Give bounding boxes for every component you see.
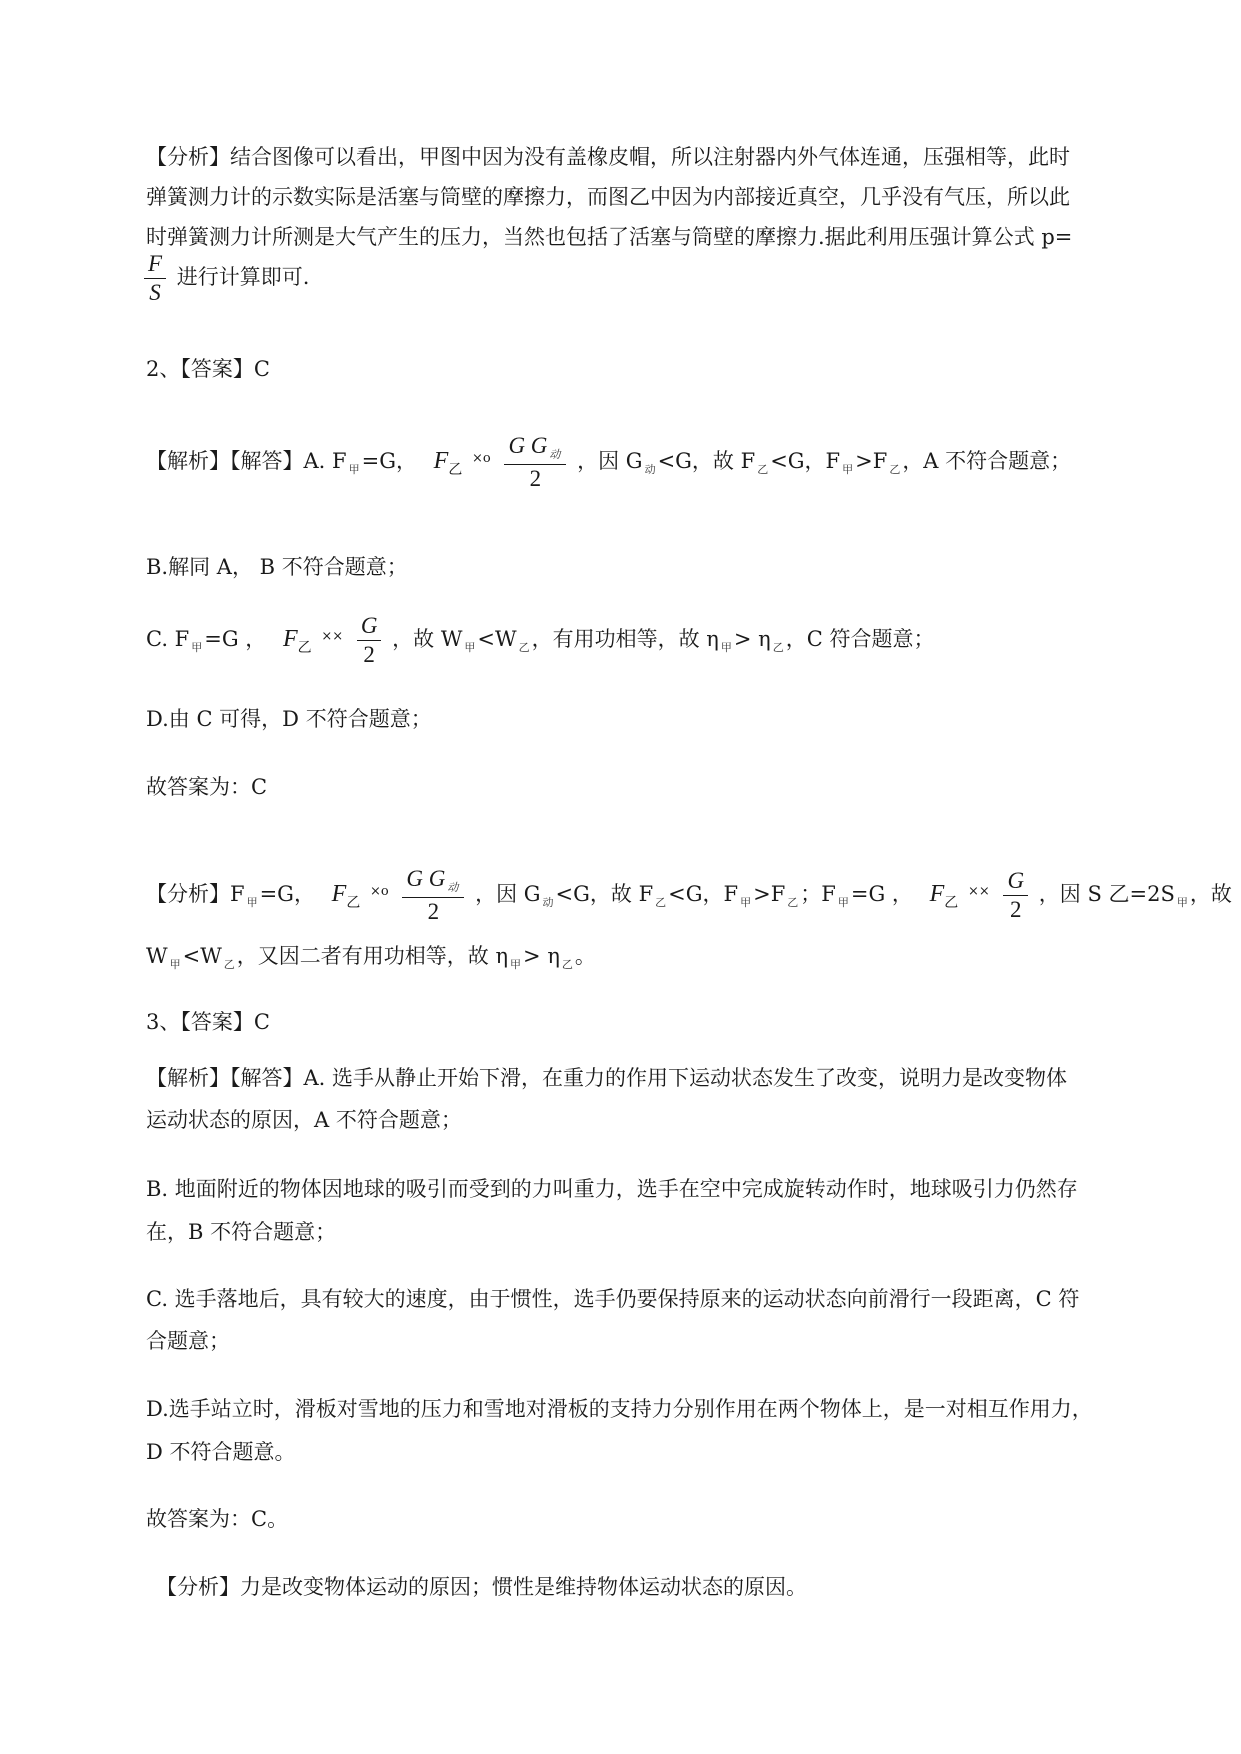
q3-solution-a-line-2: 运动状态的原因，A 不符合题意； [146, 1108, 462, 1132]
text: <W [182, 944, 222, 968]
text: ，因 S 乙=2S [1038, 882, 1175, 906]
q2-solution-d: D.由 C 可得，D 不符合题意； [146, 707, 432, 731]
text: ，因 G [577, 449, 643, 473]
force-symbol: $F_乙$ [929, 881, 959, 911]
text: 。 [574, 944, 596, 968]
fraction [1003, 867, 1028, 924]
q2-analysis-line-2 [146, 942, 596, 974]
force-symbol: $F_乙$ [331, 881, 361, 911]
q3-solution-d-line-2: D 不符合题意。 [146, 1440, 296, 1464]
subscript: 甲 [464, 641, 476, 654]
subscript: 乙 [223, 958, 235, 971]
text: <G，F [770, 449, 841, 473]
pressure-formula-fraction [144, 250, 166, 307]
q3-solution-d-line-1: D.选手站立时，滑板对雪地的压力和雪地对滑板的支持力分别作用在两个物体上，是一对相互作用力， [146, 1397, 1093, 1421]
fraction-denominator: 2 [363, 642, 375, 667]
text: =G， [259, 882, 315, 906]
force-symbol: $F_乙$ [282, 626, 312, 656]
text: > η [733, 627, 771, 651]
subscript: 乙 [787, 896, 799, 909]
text: C. F [146, 627, 190, 651]
subscript: 甲 [837, 896, 849, 909]
text: =G ， [204, 627, 267, 651]
subscript: 甲 [842, 463, 854, 476]
analysis-line-3: 时弹簧测力计所测是大气产生的压力，当然也包括了活塞与筒壁的摩擦力.据此利用压强计算公式 p= [146, 225, 1073, 249]
operator-mark: ×o [472, 451, 491, 466]
subscript: 甲 [720, 641, 732, 654]
operator-mark: ×× [967, 884, 990, 899]
fraction-numerator: G [1003, 867, 1028, 896]
subscript: 动 [542, 896, 554, 909]
q2-solution-c [146, 612, 934, 669]
q3-solution-b-line-2: 在，B 不符合题意； [146, 1220, 337, 1244]
text: =G ， [850, 882, 913, 906]
q2-final-answer: 故答案为：C [146, 775, 268, 799]
q3-analysis: 【分析】力是改变物体运动的原因；惯性是维持物体运动状态的原因。 [156, 1575, 807, 1599]
text: >F [855, 449, 888, 473]
text: ，故 [1189, 882, 1232, 906]
fraction-numerator: G [357, 612, 382, 641]
operator-mark: ×o [370, 884, 389, 899]
text: ，有用功相等，故 η [531, 627, 719, 651]
fraction-denominator: 2 [529, 466, 542, 491]
subscript: 甲 [348, 463, 360, 476]
fraction-numerator: G G $_动$ [402, 865, 464, 898]
text: ，C 符合题意； [785, 627, 935, 651]
subscript: 甲 [169, 958, 181, 971]
text: <G，F [668, 882, 739, 906]
subscript: 甲 [1176, 896, 1188, 909]
fraction-denominator: 2 [1010, 897, 1022, 922]
text: ，故 W [392, 627, 463, 651]
subscript: 乙 [757, 463, 769, 476]
q3-solution-a-line-1: 【解析】【解答】A. 选手从静止开始下滑，在重力的作用下运动状态发生了改变，说明力是改变物体 [146, 1066, 1068, 1090]
analysis-line-4 [140, 250, 309, 307]
subscript: 乙 [772, 641, 784, 654]
text: ，因 G [475, 882, 541, 906]
subscript: 乙 [889, 463, 901, 476]
text: >F [753, 882, 786, 906]
fraction-numerator: G G $_动$ [504, 432, 566, 465]
subscript: 甲 [191, 641, 203, 654]
force-symbol: $F_乙$ [433, 448, 463, 478]
analysis-line-1: 【分析】结合图像可以看出，甲图中因为没有盖橡皮帽，所以注射器内外气体连通，压强相等，此时 [146, 145, 1070, 169]
fraction-numerator: F [144, 250, 166, 279]
subscript: 甲 [246, 896, 258, 909]
operator-mark: ×× [321, 629, 344, 644]
q3-solution-b-line-1: B. 地面附近的物体因地球的吸引而受到的力叫重力，选手在空中完成旋转动作时，地球吸引力仍然存 [146, 1177, 1078, 1201]
fraction [357, 612, 382, 669]
subscript: 乙 [655, 896, 667, 909]
subscript: 动 [644, 463, 656, 476]
q3-final-answer: 故答案为：C。 [146, 1507, 289, 1531]
text: ，A 不符合题意； [902, 449, 1072, 473]
text: <G，故 F [555, 882, 654, 906]
text: > η [523, 944, 560, 968]
text: ；F [800, 882, 836, 906]
text: <G，故 F [657, 449, 756, 473]
q2-answer: 2、【答案】C [146, 357, 270, 381]
text: =G， [361, 449, 417, 473]
fraction-denominator: S [149, 280, 161, 305]
q2-solution-a [146, 432, 1071, 493]
text: 【分析】F [146, 882, 245, 906]
analysis-line-4-text: 进行计算即可. [176, 265, 310, 289]
text: ，又因二者有用功相等，故 η [236, 944, 509, 968]
analysis-line-2: 弹簧测力计的示数实际是活塞与筒壁的摩擦力，而图乙中因为内部接近真空，几乎没有气压，所以此 [146, 185, 1070, 209]
fraction [504, 432, 566, 493]
q2-analysis-line-1 [146, 865, 1232, 926]
text: W [146, 944, 168, 968]
text: 【解析】【解答】A. F [146, 449, 347, 473]
fraction-denominator: 2 [427, 899, 440, 924]
q3-solution-c-line-1: C. 选手落地后，具有较大的速度，由于惯性，选手仍要保持原来的运动状态向前滑行一段距离，C 符 [146, 1287, 1080, 1311]
subscript: 乙 [518, 641, 530, 654]
q2-solution-b: B.解同 A， B 不符合题意； [146, 555, 408, 579]
fraction [402, 865, 464, 926]
subscript: 甲 [740, 896, 752, 909]
subscript: 甲 [510, 958, 522, 971]
text: <W [477, 627, 517, 651]
subscript: 乙 [561, 958, 573, 971]
q3-answer: 3、【答案】C [146, 1010, 270, 1034]
q3-solution-c-line-2: 合题意； [146, 1329, 230, 1353]
